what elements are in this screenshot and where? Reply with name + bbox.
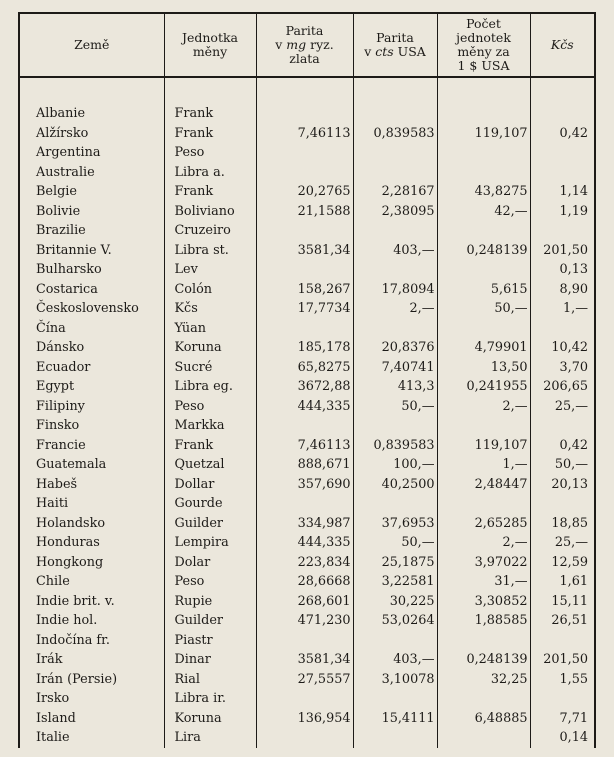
cell-units-per-dollar: 0,248139 — [437, 650, 530, 670]
cell-unit: Koruna — [164, 338, 256, 358]
cell-kcs: 1,61 — [530, 572, 595, 592]
cell-country: Francie — [19, 436, 164, 456]
cell-units-per-dollar: 42,— — [437, 202, 530, 222]
table-row — [19, 436, 595, 456]
cell-gold-parity: 357,690 — [256, 475, 353, 495]
cell-units-per-dollar: 119,107 — [437, 124, 530, 144]
cell-country: Indočína fr. — [19, 631, 164, 651]
cell-kcs: 0,42 — [530, 124, 595, 144]
cell-country: Island — [19, 709, 164, 729]
cell-kcs: 25,— — [530, 397, 595, 417]
table-row — [19, 514, 595, 534]
cell-gold-parity — [256, 689, 353, 709]
cell-country: Egypt — [19, 377, 164, 397]
cell-country: Irán (Persie) — [19, 670, 164, 690]
cell-units-per-dollar: 43,8275 — [437, 182, 530, 202]
cell-gold-parity: 3581,34 — [256, 241, 353, 261]
table-row — [19, 163, 595, 183]
cell-unit: Frank — [164, 436, 256, 456]
cell-country: Albanie — [19, 104, 164, 124]
cell-usd-parity — [353, 221, 437, 241]
cell-kcs: 0,14 — [530, 728, 595, 748]
header-kcs: Kčs — [530, 13, 595, 77]
cell-units-per-dollar: 31,— — [437, 572, 530, 592]
table-row — [19, 631, 595, 651]
cell-unit: Guilder — [164, 611, 256, 631]
table-row — [19, 650, 595, 670]
cell-country: Ecuador — [19, 358, 164, 378]
cell-gold-parity — [256, 319, 353, 339]
table-row — [19, 670, 595, 690]
cell-gold-parity: 185,178 — [256, 338, 353, 358]
cell-units-per-dollar: 119,107 — [437, 436, 530, 456]
table-row — [19, 397, 595, 417]
table-row — [19, 221, 595, 241]
cell-units-per-dollar: 3,30852 — [437, 592, 530, 612]
table-row — [19, 455, 595, 475]
cell-units-per-dollar — [437, 494, 530, 514]
cell-unit: Lira — [164, 728, 256, 748]
cell-usd-parity: 7,40741 — [353, 358, 437, 378]
table-row — [19, 260, 595, 280]
cell-country: Holandsko — [19, 514, 164, 534]
cell-gold-parity: 334,987 — [256, 514, 353, 534]
cell-units-per-dollar: 0,241955 — [437, 377, 530, 397]
cell-country: Alžírsko — [19, 124, 164, 144]
cell-country: Britannie V. — [19, 241, 164, 261]
cell-usd-parity: 53,0264 — [353, 611, 437, 631]
cell-country: Costarica — [19, 280, 164, 300]
cell-country: Bulharsko — [19, 260, 164, 280]
cell-usd-parity: 37,6953 — [353, 514, 437, 534]
cell-units-per-dollar: 6,48885 — [437, 709, 530, 729]
cell-gold-parity: 7,46113 — [256, 124, 353, 144]
cell-gold-parity: 268,601 — [256, 592, 353, 612]
cell-unit: Sucré — [164, 358, 256, 378]
cell-unit: Rupie — [164, 592, 256, 612]
cell-gold-parity: 136,954 — [256, 709, 353, 729]
cell-gold-parity: 3581,34 — [256, 650, 353, 670]
header-country: Země — [19, 13, 164, 77]
cell-country: Bolivie — [19, 202, 164, 222]
cell-country: Finsko — [19, 416, 164, 436]
cell-units-per-dollar: 32,25 — [437, 670, 530, 690]
cell-unit: Dollar — [164, 475, 256, 495]
cell-kcs — [530, 319, 595, 339]
cell-kcs — [530, 143, 595, 163]
table-row — [19, 689, 595, 709]
cell-units-per-dollar: 1,88585 — [437, 611, 530, 631]
cell-gold-parity — [256, 163, 353, 183]
cell-kcs — [530, 494, 595, 514]
cell-kcs: 26,51 — [530, 611, 595, 631]
cell-kcs: 0,42 — [530, 436, 595, 456]
cell-unit: Libra a. — [164, 163, 256, 183]
spacer-row — [19, 77, 595, 104]
cell-usd-parity: 100,— — [353, 455, 437, 475]
header-row — [19, 13, 595, 77]
cell-kcs: 1,14 — [530, 182, 595, 202]
cell-unit: Frank — [164, 124, 256, 144]
cell-kcs: 10,42 — [530, 338, 595, 358]
cell-unit: Frank — [164, 182, 256, 202]
table-row — [19, 338, 595, 358]
table-row — [19, 592, 595, 612]
cell-units-per-dollar: 2,65285 — [437, 514, 530, 534]
cell-usd-parity: 2,28167 — [353, 182, 437, 202]
cell-usd-parity: 25,1875 — [353, 553, 437, 573]
cell-kcs: 18,85 — [530, 514, 595, 534]
cell-units-per-dollar — [437, 416, 530, 436]
cell-kcs — [530, 416, 595, 436]
header-usd-parity: Parita v cts USA — [353, 13, 437, 77]
cell-unit: Peso — [164, 143, 256, 163]
cell-country: Argentina — [19, 143, 164, 163]
cell-kcs: 0,13 — [530, 260, 595, 280]
cell-kcs: 1,19 — [530, 202, 595, 222]
cell-unit: Lev — [164, 260, 256, 280]
cell-unit: Dinar — [164, 650, 256, 670]
cell-country: Indie hol. — [19, 611, 164, 631]
cell-gold-parity: 444,335 — [256, 533, 353, 553]
table-row — [19, 143, 595, 163]
cell-usd-parity: 2,— — [353, 299, 437, 319]
table-row — [19, 572, 595, 592]
table-row — [19, 494, 595, 514]
cell-kcs — [530, 631, 595, 651]
cell-usd-parity: 403,— — [353, 650, 437, 670]
cell-usd-parity — [353, 319, 437, 339]
cell-unit: Kčs — [164, 299, 256, 319]
cell-unit: Lempira — [164, 533, 256, 553]
cell-usd-parity — [353, 163, 437, 183]
cell-units-per-dollar: 13,50 — [437, 358, 530, 378]
cell-unit: Cruzeiro — [164, 221, 256, 241]
cell-gold-parity — [256, 260, 353, 280]
cell-usd-parity: 50,— — [353, 533, 437, 553]
cell-unit: Libra st. — [164, 241, 256, 261]
cell-units-per-dollar — [437, 631, 530, 651]
cell-gold-parity — [256, 631, 353, 651]
cell-kcs: 15,11 — [530, 592, 595, 612]
cell-unit: Rial — [164, 670, 256, 690]
cell-unit: Gourde — [164, 494, 256, 514]
cell-gold-parity: 444,335 — [256, 397, 353, 417]
cell-kcs: 12,59 — [530, 553, 595, 573]
cell-gold-parity: 158,267 — [256, 280, 353, 300]
cell-country: Irák — [19, 650, 164, 670]
cell-usd-parity — [353, 631, 437, 651]
cell-country: Habeš — [19, 475, 164, 495]
cell-gold-parity — [256, 728, 353, 748]
cell-kcs: 7,71 — [530, 709, 595, 729]
cell-unit: Quetzal — [164, 455, 256, 475]
cell-country: Haiti — [19, 494, 164, 514]
cell-country: Italie — [19, 728, 164, 748]
table-row — [19, 728, 595, 748]
cell-kcs — [530, 104, 595, 124]
cell-country: Honduras — [19, 533, 164, 553]
cell-usd-parity — [353, 143, 437, 163]
cell-usd-parity: 30,225 — [353, 592, 437, 612]
cell-country: Brazilie — [19, 221, 164, 241]
cell-gold-parity: 888,671 — [256, 455, 353, 475]
cell-units-per-dollar: 0,248139 — [437, 241, 530, 261]
cell-usd-parity — [353, 416, 437, 436]
cell-country: Guatemala — [19, 455, 164, 475]
cell-country: Dánsko — [19, 338, 164, 358]
cell-unit: Piastr — [164, 631, 256, 651]
cell-units-per-dollar: 2,48447 — [437, 475, 530, 495]
header-units-per-dollar: Počet jednotek měny za 1 $ USA — [437, 13, 530, 77]
cell-units-per-dollar: 50,— — [437, 299, 530, 319]
cell-kcs: 25,— — [530, 533, 595, 553]
cell-unit: Guilder — [164, 514, 256, 534]
table-row — [19, 124, 595, 144]
cell-gold-parity: 17,7734 — [256, 299, 353, 319]
cell-units-per-dollar: 1,— — [437, 455, 530, 475]
cell-units-per-dollar — [437, 689, 530, 709]
cell-units-per-dollar — [437, 143, 530, 163]
cell-kcs: 201,50 — [530, 650, 595, 670]
cell-gold-parity: 3672,88 — [256, 377, 353, 397]
cell-usd-parity: 50,— — [353, 397, 437, 417]
cell-unit: Peso — [164, 572, 256, 592]
cell-gold-parity — [256, 416, 353, 436]
cell-gold-parity — [256, 221, 353, 241]
cell-units-per-dollar: 4,79901 — [437, 338, 530, 358]
cell-country: Filipiny — [19, 397, 164, 417]
table-row — [19, 299, 595, 319]
cell-kcs: 206,65 — [530, 377, 595, 397]
cell-country: Československo — [19, 299, 164, 319]
cell-usd-parity — [353, 728, 437, 748]
cell-unit: Koruna — [164, 709, 256, 729]
cell-usd-parity — [353, 260, 437, 280]
table-row — [19, 202, 595, 222]
cell-gold-parity: 20,2765 — [256, 182, 353, 202]
cell-unit: Libra eg. — [164, 377, 256, 397]
cell-country: Belgie — [19, 182, 164, 202]
cell-units-per-dollar: 2,— — [437, 533, 530, 553]
cell-usd-parity: 15,4111 — [353, 709, 437, 729]
cell-country: Australie — [19, 163, 164, 183]
cell-gold-parity: 27,5557 — [256, 670, 353, 690]
cell-country: Chile — [19, 572, 164, 592]
cell-gold-parity: 28,6668 — [256, 572, 353, 592]
cell-kcs: 201,50 — [530, 241, 595, 261]
table-row — [19, 553, 595, 573]
cell-units-per-dollar — [437, 728, 530, 748]
cell-kcs: 50,— — [530, 455, 595, 475]
cell-gold-parity — [256, 143, 353, 163]
cell-usd-parity: 0,839583 — [353, 436, 437, 456]
table-row — [19, 377, 595, 397]
cell-units-per-dollar — [437, 104, 530, 124]
cell-usd-parity: 17,8094 — [353, 280, 437, 300]
cell-kcs — [530, 689, 595, 709]
header-gold-parity: Parita v mg ryz. zlata — [256, 13, 353, 77]
cell-unit: Colón — [164, 280, 256, 300]
cell-unit: Dolar — [164, 553, 256, 573]
header-unit: Jednotka měny — [164, 13, 256, 77]
cell-country: Irsko — [19, 689, 164, 709]
cell-units-per-dollar — [437, 163, 530, 183]
cell-units-per-dollar — [437, 319, 530, 339]
cell-gold-parity — [256, 494, 353, 514]
cell-country: Indie brit. v. — [19, 592, 164, 612]
cell-unit: Yüan — [164, 319, 256, 339]
cell-units-per-dollar: 5,615 — [437, 280, 530, 300]
cell-gold-parity: 471,230 — [256, 611, 353, 631]
table-row — [19, 182, 595, 202]
table-row — [19, 475, 595, 495]
table-row — [19, 358, 595, 378]
cell-unit: Libra ir. — [164, 689, 256, 709]
cell-kcs: 1,— — [530, 299, 595, 319]
cell-unit: Markka — [164, 416, 256, 436]
cell-units-per-dollar: 3,97022 — [437, 553, 530, 573]
cell-kcs: 1,55 — [530, 670, 595, 690]
table-row — [19, 416, 595, 436]
table-row — [19, 319, 595, 339]
cell-usd-parity: 20,8376 — [353, 338, 437, 358]
cell-usd-parity: 2,38095 — [353, 202, 437, 222]
table-row — [19, 104, 595, 124]
cell-unit: Frank — [164, 104, 256, 124]
cell-gold-parity: 65,8275 — [256, 358, 353, 378]
cell-kcs — [530, 163, 595, 183]
table-row — [19, 709, 595, 729]
cell-unit: Boliviano — [164, 202, 256, 222]
cell-units-per-dollar: 2,— — [437, 397, 530, 417]
cell-usd-parity: 3,22581 — [353, 572, 437, 592]
cell-kcs: 3,70 — [530, 358, 595, 378]
cell-kcs — [530, 221, 595, 241]
cell-usd-parity: 0,839583 — [353, 124, 437, 144]
cell-usd-parity: 413,3 — [353, 377, 437, 397]
cell-country: Hongkong — [19, 553, 164, 573]
cell-gold-parity: 21,1588 — [256, 202, 353, 222]
table-row — [19, 611, 595, 631]
cell-kcs: 20,13 — [530, 475, 595, 495]
cell-gold-parity: 223,834 — [256, 553, 353, 573]
cell-gold-parity: 7,46113 — [256, 436, 353, 456]
table-row — [19, 533, 595, 553]
cell-usd-parity — [353, 689, 437, 709]
cell-kcs: 8,90 — [530, 280, 595, 300]
table-header — [19, 13, 595, 77]
cell-usd-parity: 403,— — [353, 241, 437, 261]
table-body — [19, 77, 595, 748]
cell-gold-parity — [256, 104, 353, 124]
table-row — [19, 280, 595, 300]
cell-unit: Peso — [164, 397, 256, 417]
cell-usd-parity: 40,2500 — [353, 475, 437, 495]
cell-usd-parity — [353, 494, 437, 514]
cell-units-per-dollar — [437, 221, 530, 241]
cell-usd-parity — [353, 104, 437, 124]
table-row — [19, 241, 595, 261]
cell-usd-parity: 3,10078 — [353, 670, 437, 690]
cell-units-per-dollar — [437, 260, 530, 280]
currency-parity-table — [18, 12, 596, 748]
cell-country: Čína — [19, 319, 164, 339]
